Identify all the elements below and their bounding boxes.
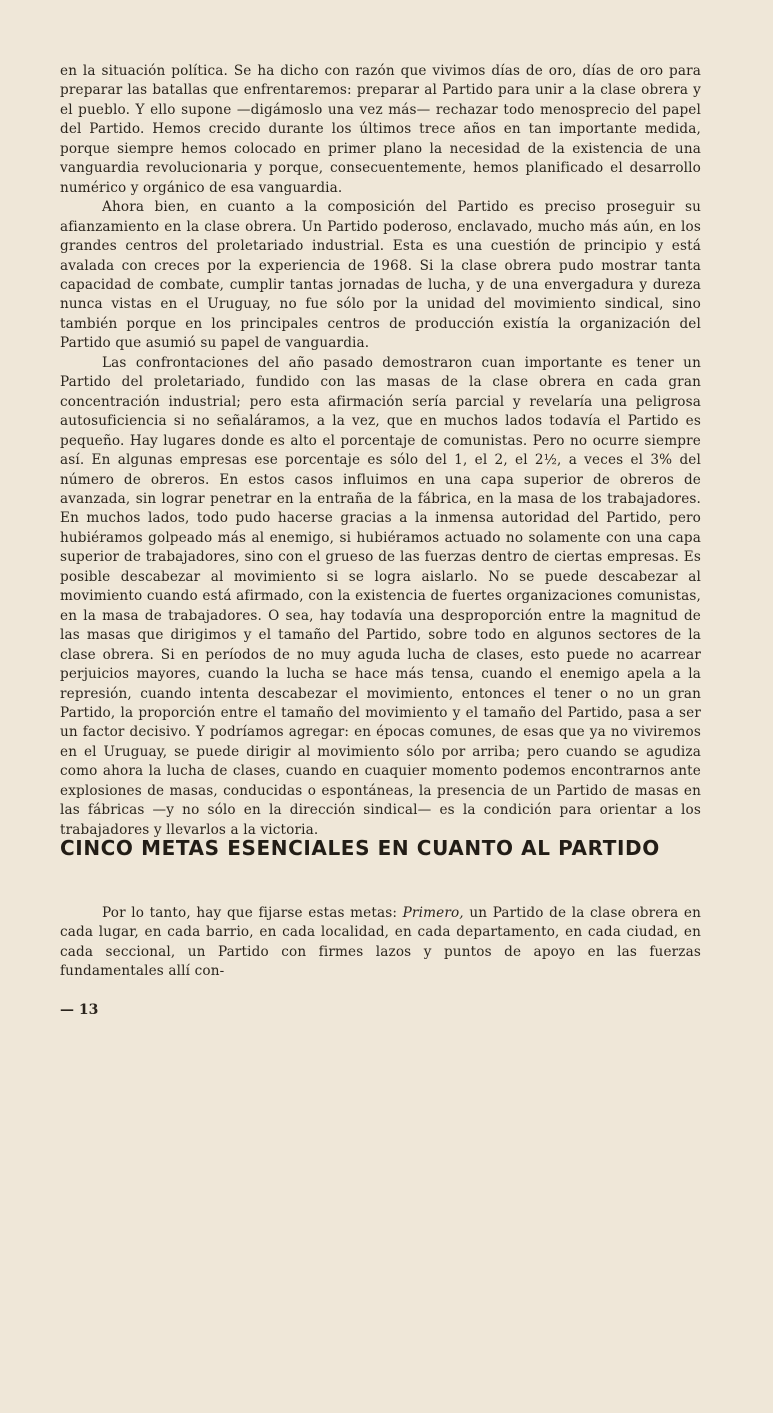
paragraph-1: en la situación política. Se ha dicho con razón que vivimos días de oro, días de oro para preparar las batallas que enfrentaremos: preparar al Partido para unir a la clase obrera y el pueblo. Y ello supone —digámoslo una vez más— rechazar todo menosprecio del papel del Partido. Hemos crecido durante los últimos trece años en tan importante medida, porque siempre hemos colocado en primer plano la necesidad de la existencia de una vanguardia revolucionaria y porque, consecuentemente, hemos planificado el desarrollo numérico y orgánico de esa vanguardia. [60,63,701,196]
page-body [60,62,701,980]
section-heading: CINCO METAS ESENCIALES EN CUANTO AL PARTIDO [60,836,660,860]
paragraph-2: Ahora bien, en cuanto a la composición del Partido es preciso proseguir su afianzamiento en la clase obrera. Un Partido poderoso, enclavado, mucho más aún, en los grandes centros del proletariado industrial. Esta es una cuestión de principio y está avalada con creces por la experiencia de 1968. Si la clase obrera pudo mostrar tanta capacidad de combate, cumplir tantas jornadas de lucha, y de una envergadura y dureza nunca vistas en el Uruguay, no fue sólo por la unidad del movimiento sindical, sino también porque en los principales centros de producción existía la organización del Partido que asumió su papel de vanguardia. [60,199,701,352]
paragraph-4-lead: Por lo tanto, hay que fijarse estas metas: [102,905,403,921]
paragraph-4-rest: un Partido de la clase obrera en cada lugar, en cada barrio, en cada localidad, en cada departamento, en cada ciudad, en cada seccional, un Partido con firmes lazos y puntos de apoyo en las fuerzas fundamentales allí con- [60,905,701,980]
page-number: — 13 [60,1002,99,1018]
paragraph-4-italic: Primero, [402,905,464,921]
paragraph-3: Las confrontaciones del año pasado demostraron cuan importante es tener un Partido del proletariado, fundido con las masas de la clase obrera en cada gran concentración industrial; pero esta afirmación sería parcial y revelaría una peligrosa autosuficiencia si no señaláramos, a la vez, que en muchos lados todavía el Partido es pequeño. Hay lugares donde es alto el porcentaje de comunistas. Pero no ocurre siempre así. En algunas empresas ese porcentaje es sólo del 1, el 2, el 2½, a veces el 3% del número de obreros. En estos casos influimos en una capa superior de obreros de avanzada, sin lograr penetrar en la entraña de la fábrica, en la masa de los trabajadores. En muchos lados, todo pudo hacerse gracias a la inmensa autoridad del Partido, pero hubiéramos golpeado más al enemigo, si hubiéramos actuado no solamente con una capa superior de trabajadores, sino con el grueso de las fuerzas dentro de ciertas empresas. Es posible descabezar al movimiento si se logra aislarlo. No se puede descabezar al movimiento cuando está afirmado, con la existencia de fuertes organizaciones comunistas, en la masa de trabajadores. O sea, hay todavía una desproporción entre la magnitud de las masas que dirigimos y el tamaño del Partido, sobre todo en algunos sectores de la clase obrera. Si en períodos de no muy aguda lucha de clases, esto puede no acarrear perjuicios mayores, cuando la lucha se hace más tensa, cuando el enemigo apela a la represión, cuando intenta descabezar el movimiento, entonces el tener o no un gran Partido, la proporción entre el tamaño del movimiento y el tamaño del Partido, pasa a ser un factor decisivo. Y podríamos agregar: en épocas comunes, de esas que ya no viviremos en el Uruguay, se puede dirigir al movimiento sólo por arriba; pero cuando se agudiza como ahora la lucha de clases, cuando en cuaquier momento podemos encontrarnos ante explosiones de masas, conducidas o espontáneas, la presencia de un Partido de masas en las fábricas —y no sólo en la dirección sindical— es la condición para orientar a los trabajadores y llevarlos a la victoria. [60,354,701,838]
section-body [60,904,701,982]
paragraph-4 [60,904,701,982]
